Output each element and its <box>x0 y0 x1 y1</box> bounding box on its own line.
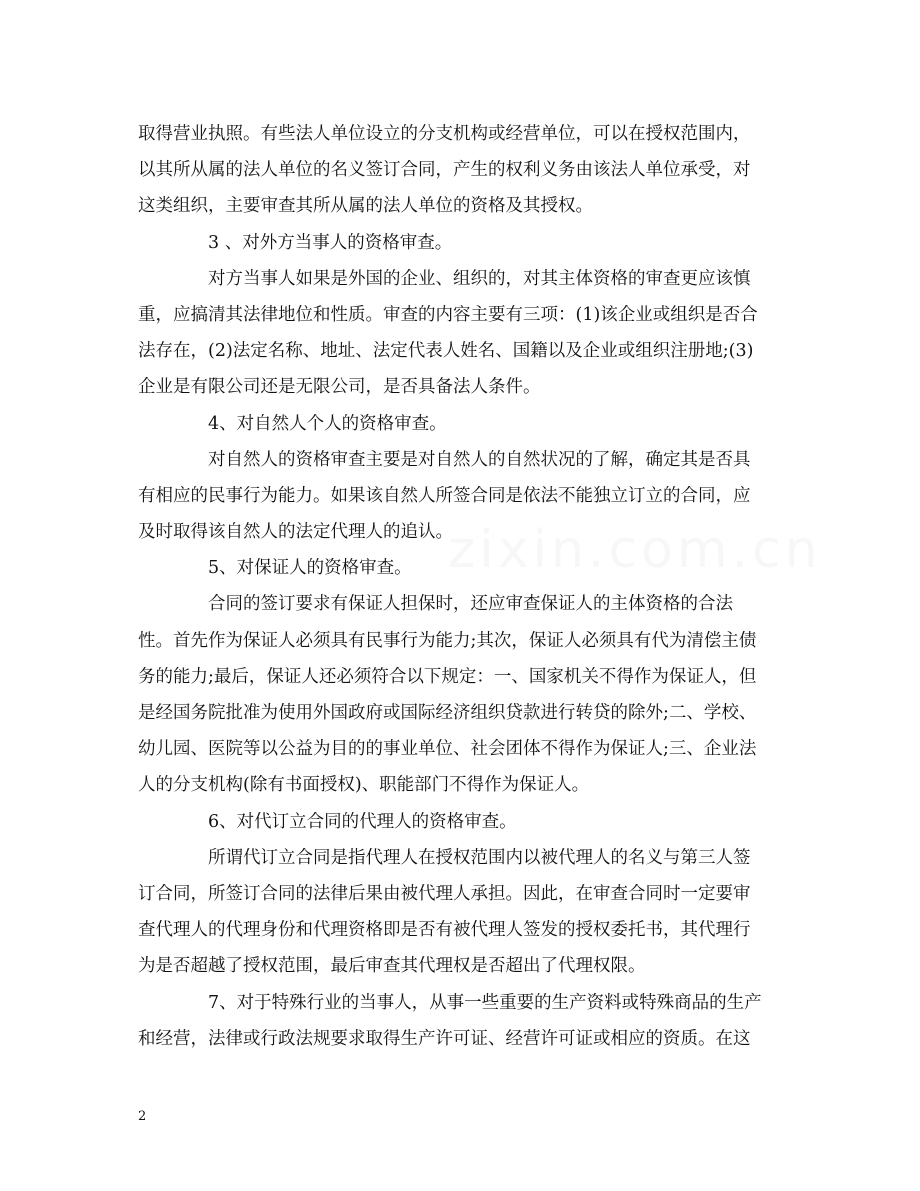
text-line: 为是否超越了授权范围，最后审查其代理权是否超出了代理权限。 <box>138 956 646 977</box>
section-heading-4: 4、对自然人个人的资格审查。 <box>208 413 447 434</box>
text-line: 这类组织，主要审查其所从属的法人单位的资格及其授权。 <box>138 196 593 217</box>
text-line: 订合同，所签订合同的法律后果由被代理人承担。因此，在审查合同时一定要审 <box>138 883 751 904</box>
text-line: 重，应搞清其法律地位和性质。审查的内容主要有三项：(1)该企业或组织是否合 <box>138 304 758 325</box>
paragraph-start: 对自然人的资格审查主要是对自然人的自然状况的了解，确定其是否具 <box>208 449 751 470</box>
text-line: 是经国务院批准为使用外国政府或国际经济组织贷款进行转贷的除外;二、学校、 <box>138 703 757 723</box>
text-line: 务的能力;最后，保证人还必须符合以下规定：一、国家机关不得作为保证人，但 <box>138 666 757 687</box>
text-line: 幼儿园、医院等以公益为目的的事业单位、社会团体不得作为保证人;三、企业法 <box>138 739 757 760</box>
paragraph-start: 合同的签订要求有保证人担保时，还应审查保证人的主体资格的合法 <box>208 594 733 615</box>
section-heading-7: 7、对于特殊行业的当事人，从事一些重要的生产资料或特殊商品的生产 <box>208 992 762 1013</box>
text-line: 取得营业执照。有些法人单位设立的分支机构或经营单位，可以在授权范围内， <box>138 124 751 144</box>
section-heading-6: 6、对代订立合同的代理人的资格审查。 <box>208 811 517 832</box>
text-line: 性。首先作为保证人必须具有民事行为能力;其次，保证人必须具有代为清偿主债 <box>138 630 757 651</box>
document-body <box>138 116 780 1057</box>
text-line: 查代理人的代理身份和代理资格即是否有被代理人签发的授权委托书，其代理行 <box>138 920 751 941</box>
text-line: 有相应的民事行为能力。如果该自然人所签合同是依法不能独立订立的合同，应 <box>138 485 751 506</box>
text-line: 及时取得该自然人的法定代理人的追认。 <box>138 522 453 543</box>
text-line: 和经营，法律或行政法规要求取得生产许可证、经营许可证或相应的资质。在这 <box>138 1028 751 1049</box>
text-line: 人的分支机构(除有书面授权)、职能部门不得作为保证人。 <box>138 775 590 796</box>
watermark: zixin.com.cn <box>448 520 822 580</box>
text-line: 企业是有限公司还是无限公司，是否具备法人条件。 <box>138 377 541 398</box>
text-line: 以其所从属的法人单位的名义签订合同，产生的权利义务由该法人单位承受，对 <box>138 160 751 181</box>
page-number: 2 <box>138 1109 147 1124</box>
section-heading-5: 5、对保证人的资格审查。 <box>208 558 412 579</box>
paragraph-start: 所谓代订立合同是指代理人在授权范围内以被代理人的名义与第三人签 <box>208 847 751 868</box>
section-heading-3: 3 、对外方当事人的资格审查。 <box>208 232 453 253</box>
paragraph-start: 对方当事人如果是外国的企业、组织的，对其主体资格的审查更应该慎 <box>208 268 751 289</box>
text-line: 法存在，(2)法定名称、地址、法定代表人姓名、国籍以及企业或组织注册地;(3) <box>138 341 754 362</box>
